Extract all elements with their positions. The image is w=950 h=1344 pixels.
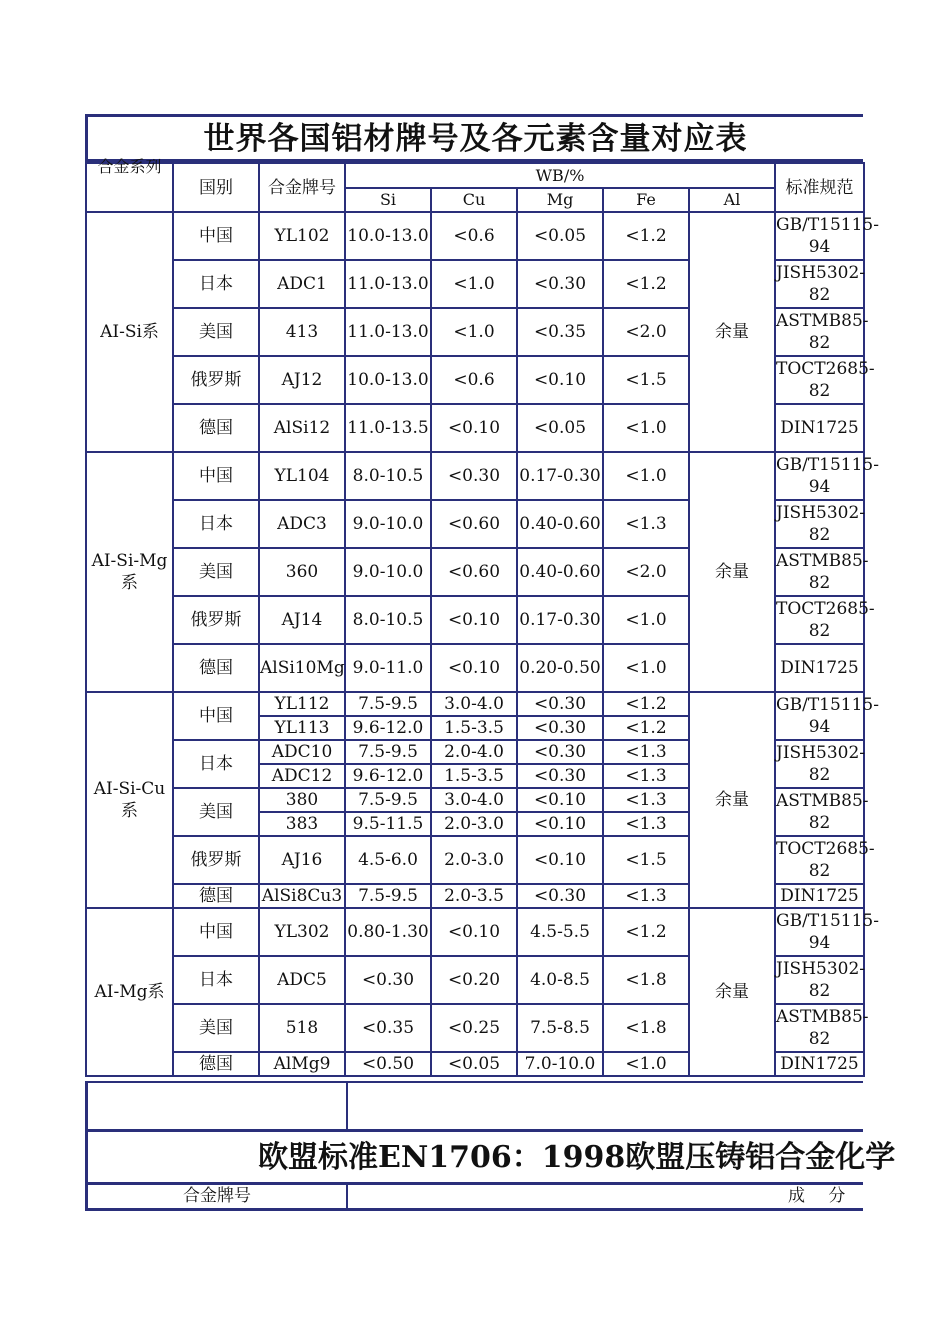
cu-cell: 2.0-3.5 <box>431 884 517 908</box>
alloy-table <box>85 157 879 1077</box>
fe-cell: <2.0 <box>603 308 689 356</box>
standard-cell: GB/T15115-94 <box>775 908 864 956</box>
fe-cell: <1.3 <box>603 788 689 812</box>
fe-cell: <1.8 <box>603 956 689 1004</box>
cu-cell: 2.0-3.0 <box>431 812 517 836</box>
si-cell: <0.50 <box>345 1052 431 1076</box>
grade-cell: 380 <box>259 788 345 812</box>
eu-header-row <box>85 1185 863 1211</box>
si-cell: 9.5-11.5 <box>345 812 431 836</box>
standard-cell: GB/T15115-94 <box>775 452 864 500</box>
fe-cell: <1.2 <box>603 716 689 740</box>
grade-cell: 413 <box>259 308 345 356</box>
country-cell: 美国 <box>173 308 259 356</box>
cu-cell: 3.0-4.0 <box>431 692 517 716</box>
grade-cell: ADC1 <box>259 260 345 308</box>
mg-cell: 4.0-8.5 <box>517 956 603 1004</box>
fe-cell: <1.3 <box>603 812 689 836</box>
fe-cell: <1.0 <box>603 1052 689 1076</box>
cu-cell: <0.6 <box>431 212 517 260</box>
mg-cell: <0.30 <box>517 716 603 740</box>
mg-cell: <0.30 <box>517 260 603 308</box>
country-cell: 德国 <box>173 404 259 452</box>
standard-cell: GB/T15115-94 <box>775 692 864 740</box>
grade-cell: AJ16 <box>259 836 345 884</box>
si-cell: 9.0-11.0 <box>345 644 431 692</box>
mg-cell: <0.35 <box>517 308 603 356</box>
country-cell: 俄罗斯 <box>173 836 259 884</box>
mg-cell: <0.10 <box>517 788 603 812</box>
header-country: 国别 <box>173 163 259 212</box>
fe-cell: <2.0 <box>603 548 689 596</box>
grade-cell: YL104 <box>259 452 345 500</box>
mg-cell: 0.40-0.60 <box>517 500 603 548</box>
standard-cell: DIN1725 <box>775 404 864 452</box>
header-standard: 标准规范 <box>775 163 864 212</box>
si-cell: 4.5-6.0 <box>345 836 431 884</box>
header-fe: Fe <box>603 188 689 212</box>
standard-cell: DIN1725 <box>775 644 864 692</box>
country-cell: 美国 <box>173 548 259 596</box>
country-cell: 德国 <box>173 884 259 908</box>
country-cell: 日本 <box>173 740 259 788</box>
standard-cell: GB/T15115-94 <box>775 212 864 260</box>
si-cell: 0.80-1.30 <box>345 908 431 956</box>
grade-cell: ADC10 <box>259 740 345 764</box>
fe-cell: <1.3 <box>603 500 689 548</box>
standard-cell: JISH5302-82 <box>775 740 864 788</box>
cu-cell: 1.5-3.5 <box>431 764 517 788</box>
cu-cell: <0.10 <box>431 908 517 956</box>
si-cell: 8.0-10.5 <box>345 596 431 644</box>
si-cell: 8.0-10.5 <box>345 452 431 500</box>
fe-cell: <1.8 <box>603 1004 689 1052</box>
table-row <box>86 212 864 260</box>
country-cell: 美国 <box>173 1004 259 1052</box>
mg-cell: <0.10 <box>517 836 603 884</box>
cu-cell: 3.0-4.0 <box>431 788 517 812</box>
mg-cell: 0.40-0.60 <box>517 548 603 596</box>
table-row <box>86 908 864 956</box>
grade-cell: YL302 <box>259 908 345 956</box>
cu-cell: <0.6 <box>431 356 517 404</box>
fe-cell: <1.3 <box>603 884 689 908</box>
grade-cell: AJ12 <box>259 356 345 404</box>
header-mg: Mg <box>517 188 603 212</box>
mg-cell: <0.10 <box>517 356 603 404</box>
mg-cell: <0.30 <box>517 740 603 764</box>
mg-cell: 4.5-5.5 <box>517 908 603 956</box>
spreadsheet <box>85 114 896 1211</box>
standard-cell: DIN1725 <box>775 1052 864 1076</box>
cu-cell: <0.10 <box>431 596 517 644</box>
fe-cell: <1.3 <box>603 764 689 788</box>
standard-cell: ASTMB85-82 <box>775 308 864 356</box>
fe-cell: <1.0 <box>603 596 689 644</box>
si-cell: <0.35 <box>345 1004 431 1052</box>
cu-cell: <0.30 <box>431 452 517 500</box>
grade-cell: ADC12 <box>259 764 345 788</box>
si-cell: 11.0-13.0 <box>345 260 431 308</box>
header-grade: 合金牌号 <box>259 163 345 212</box>
mg-cell: <0.05 <box>517 212 603 260</box>
grade-cell: YL102 <box>259 212 345 260</box>
country-cell: 俄罗斯 <box>173 356 259 404</box>
cu-cell: 2.0-3.0 <box>431 836 517 884</box>
cu-cell: <0.20 <box>431 956 517 1004</box>
grade-cell: 360 <box>259 548 345 596</box>
standard-cell: JISH5302-82 <box>775 956 864 1004</box>
si-cell: 10.0-13.0 <box>345 356 431 404</box>
table-row <box>86 452 864 500</box>
cu-cell: <0.25 <box>431 1004 517 1052</box>
fe-cell: <1.2 <box>603 260 689 308</box>
cu-cell: 1.5-3.5 <box>431 716 517 740</box>
si-cell: 11.0-13.5 <box>345 404 431 452</box>
fe-cell: <1.2 <box>603 908 689 956</box>
si-cell: 9.0-10.0 <box>345 548 431 596</box>
blank-row <box>85 1081 863 1129</box>
country-cell: 德国 <box>173 1052 259 1076</box>
fe-cell: <1.0 <box>603 644 689 692</box>
grade-cell: ADC3 <box>259 500 345 548</box>
mg-cell: <0.10 <box>517 812 603 836</box>
fe-cell: <1.2 <box>603 692 689 716</box>
header-si: Si <box>345 188 431 212</box>
standard-cell: ASTMB85-82 <box>775 1004 864 1052</box>
cu-cell: <0.10 <box>431 644 517 692</box>
grade-cell: AJ14 <box>259 596 345 644</box>
eu-col-grade: 合金牌号 <box>183 1186 251 1206</box>
header-al: Al <box>689 188 775 212</box>
standard-cell: TOCT2685-82 <box>775 596 864 644</box>
grade-cell: YL113 <box>259 716 345 740</box>
grade-cell: AlSi12 <box>259 404 345 452</box>
mg-cell: <0.30 <box>517 764 603 788</box>
grade-cell: AlSi8Cu3 <box>259 884 345 908</box>
country-cell: 中国 <box>173 908 259 956</box>
eu-col-composition: 成 分 <box>788 1186 846 1206</box>
fe-cell: <1.5 <box>603 356 689 404</box>
si-cell: 9.6-12.0 <box>345 764 431 788</box>
cu-cell: <0.60 <box>431 548 517 596</box>
standard-cell: ASTMB85-82 <box>775 788 864 836</box>
header-wb: WB/% <box>345 163 775 188</box>
al-cell: 余量 <box>689 212 775 452</box>
si-cell: 10.0-13.0 <box>345 212 431 260</box>
header-series: 合金系列 <box>86 163 173 212</box>
fe-cell: <1.3 <box>603 740 689 764</box>
al-cell: 余量 <box>689 452 775 692</box>
standard-cell: JISH5302-82 <box>775 260 864 308</box>
table-title: 世界各国铝材牌号及各元素含量对应表 <box>85 114 863 162</box>
al-cell: 余量 <box>689 908 775 1076</box>
fe-cell: <1.0 <box>603 404 689 452</box>
cu-cell: <0.60 <box>431 500 517 548</box>
mg-cell: 7.0-10.0 <box>517 1052 603 1076</box>
al-cell: 余量 <box>689 692 775 908</box>
country-cell: 美国 <box>173 788 259 836</box>
standard-cell: JISH5302-82 <box>775 500 864 548</box>
cu-cell: <0.05 <box>431 1052 517 1076</box>
si-cell: 7.5-9.5 <box>345 692 431 716</box>
mg-cell: 0.20-0.50 <box>517 644 603 692</box>
alloy-series-cell: AI-Mg系 <box>86 908 173 1076</box>
country-cell: 俄罗斯 <box>173 596 259 644</box>
country-cell: 中国 <box>173 212 259 260</box>
country-cell: 日本 <box>173 500 259 548</box>
standard-cell: DIN1725 <box>775 884 864 908</box>
mg-cell: 7.5-8.5 <box>517 1004 603 1052</box>
grade-cell: AlSi10Mg <box>259 644 345 692</box>
si-cell: 11.0-13.0 <box>345 308 431 356</box>
grade-cell: 518 <box>259 1004 345 1052</box>
table-row <box>86 692 864 716</box>
alloy-series-cell: AI-Si系 <box>86 212 173 452</box>
country-cell: 日本 <box>173 260 259 308</box>
mg-cell: 0.17-0.30 <box>517 596 603 644</box>
mg-cell: <0.05 <box>517 404 603 452</box>
si-cell: 7.5-9.5 <box>345 740 431 764</box>
mg-cell: <0.30 <box>517 692 603 716</box>
cu-cell: <0.10 <box>431 404 517 452</box>
fe-cell: <1.5 <box>603 836 689 884</box>
si-cell: <0.30 <box>345 956 431 1004</box>
standard-cell: TOCT2685-82 <box>775 356 864 404</box>
standard-cell: ASTMB85-82 <box>775 548 864 596</box>
mg-cell: <0.30 <box>517 884 603 908</box>
country-cell: 中国 <box>173 692 259 740</box>
alloy-series-cell: AI-Si-Mg系 <box>86 452 173 692</box>
eu-title: 欧盟标准EN1706：1998欧盟压铸铝合金化学 <box>85 1129 863 1185</box>
cu-cell: <1.0 <box>431 308 517 356</box>
cu-cell: 2.0-4.0 <box>431 740 517 764</box>
grade-cell: AlMg9 <box>259 1052 345 1076</box>
si-cell: 7.5-9.5 <box>345 884 431 908</box>
si-cell: 7.5-9.5 <box>345 788 431 812</box>
si-cell: 9.6-12.0 <box>345 716 431 740</box>
country-cell: 日本 <box>173 956 259 1004</box>
country-cell: 德国 <box>173 644 259 692</box>
fe-cell: <1.2 <box>603 212 689 260</box>
header-cu: Cu <box>431 188 517 212</box>
grade-cell: 383 <box>259 812 345 836</box>
cu-cell: <1.0 <box>431 260 517 308</box>
alloy-series-cell: AI-Si-Cu系 <box>86 692 173 908</box>
standard-cell: TOCT2685-82 <box>775 836 864 884</box>
fe-cell: <1.0 <box>603 452 689 500</box>
grade-cell: ADC5 <box>259 956 345 1004</box>
grade-cell: YL112 <box>259 692 345 716</box>
mg-cell: 0.17-0.30 <box>517 452 603 500</box>
country-cell: 中国 <box>173 452 259 500</box>
si-cell: 9.0-10.0 <box>345 500 431 548</box>
